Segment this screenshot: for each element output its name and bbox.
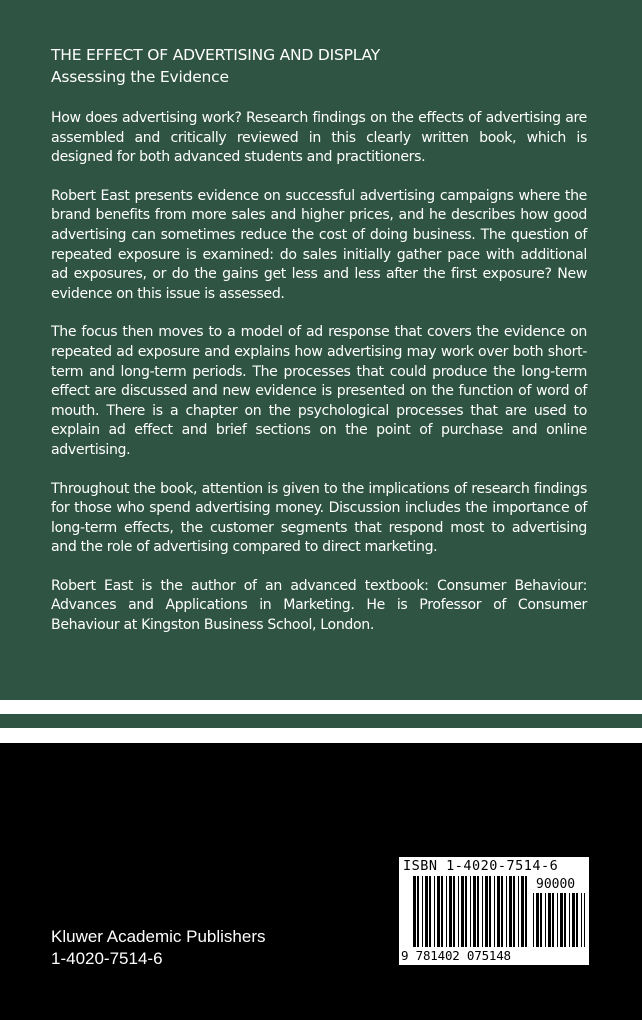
barcode-bar (453, 876, 455, 947)
book-subtitle: Assessing the Evidence (51, 68, 229, 86)
barcode-bar (506, 876, 507, 947)
publisher-name: Kluwer Academic Publishers (51, 927, 266, 946)
barcode-bar (458, 876, 459, 947)
barcode-bar (413, 876, 416, 947)
green-stripe (0, 714, 642, 728)
barcode-bar (489, 876, 491, 947)
barcode-bar (482, 876, 483, 947)
isbn-label: ISBN 1-4020-7514-6 (403, 858, 559, 874)
white-stripe-bottom (0, 728, 642, 743)
blurb-paragraph: The focus then moves to a model of ad response that covers the evidence on repeated ad exposure and explains how advertising may work over both short-term and long-term periods. The processes that could produce the long-term effect are discussed and new evidence is presented on the function of word of mouth. There is a chapter on the psychological processes that are used to explain ad effect and brief sections on the point of purchase and online advertising. (51, 324, 587, 458)
barcode-bar (494, 876, 495, 947)
barcode-bar (569, 893, 570, 947)
blurb-paragraph: Robert East is the author of an advanced textbook: Consumer Behaviour: Advances and Applications in Marketing. He is Professor of Consumer Behaviour at Kingston Business School, London. (51, 577, 587, 634)
ean-bars (413, 876, 527, 947)
barcode-bar (564, 893, 566, 947)
price-code: 90000 (536, 877, 576, 892)
barcode (399, 857, 589, 965)
barcode-bar (497, 876, 500, 947)
book-title: THE EFFECT OF ADVERTISING AND DISPLAY (51, 46, 381, 64)
barcode-bar (552, 893, 554, 947)
barcode-bar (509, 876, 512, 947)
barcode-bar (576, 893, 578, 947)
barcode-bar (465, 876, 467, 947)
barcode-bar (545, 893, 546, 947)
addon-bars (533, 893, 585, 947)
blurb-paragraph: Robert East presents evidence on successful advertising campaigns where the brand benefits from more sales and higher prices, and he describes how good advertising can sometimes reduce the cost of doing business. The question of repeated exposure is examined: do sales initially gather pace with additional ad exposures, or do the gains get less and less after the first exposure? New evidence on this issue is assessed. (51, 187, 587, 302)
barcode-bar (437, 876, 440, 947)
barcode-bar (446, 876, 447, 947)
barcode-bar (461, 876, 464, 947)
barcode-bar (470, 876, 471, 947)
barcode-bar (560, 893, 563, 947)
barcode-bar (513, 876, 515, 947)
barcode-bar (533, 893, 534, 947)
barcode-bar (425, 876, 428, 947)
barcode-bar (477, 876, 479, 947)
blurb (51, 109, 587, 655)
barcode-bar (417, 876, 419, 947)
barcode-bar (518, 876, 519, 947)
barcode-bar (572, 893, 575, 947)
publisher-block (51, 926, 265, 970)
barcode-bar (485, 876, 488, 947)
blurb-paragraph: How does advertising work? Research findings on the effects of advertising are assembled and critically reviewed in this clearly written book, which is designed for both advanced students and practitioners. (51, 110, 587, 166)
barcode-bar (441, 876, 443, 947)
barcode-bar (422, 876, 423, 947)
barcode-bar (584, 893, 585, 947)
barcode-bar (557, 893, 558, 947)
barcode-bar (449, 876, 452, 947)
barcode-bar (429, 876, 431, 947)
barcode-bar (581, 893, 582, 947)
publisher-isbn: 1-4020-7514-6 (51, 949, 163, 968)
barcode-bar (434, 876, 435, 947)
blurb-paragraph: Throughout the book, attention is given to the implications of research findings for those who spend advertising money. Discussion includes the importance of long-term effects, the customer segments that respond most to advertising and the role of advertising compared to direct marketing. (51, 480, 587, 556)
barcode-bar (525, 876, 527, 947)
ean-digits: 9 781402 075148 (401, 948, 511, 963)
barcode-bar (548, 893, 551, 947)
white-stripe-top (0, 700, 642, 714)
barcode-bar (473, 876, 476, 947)
barcode-bar (540, 893, 542, 947)
barcode-bar (501, 876, 503, 947)
barcode-bar (521, 876, 524, 947)
barcode-bar (536, 893, 539, 947)
